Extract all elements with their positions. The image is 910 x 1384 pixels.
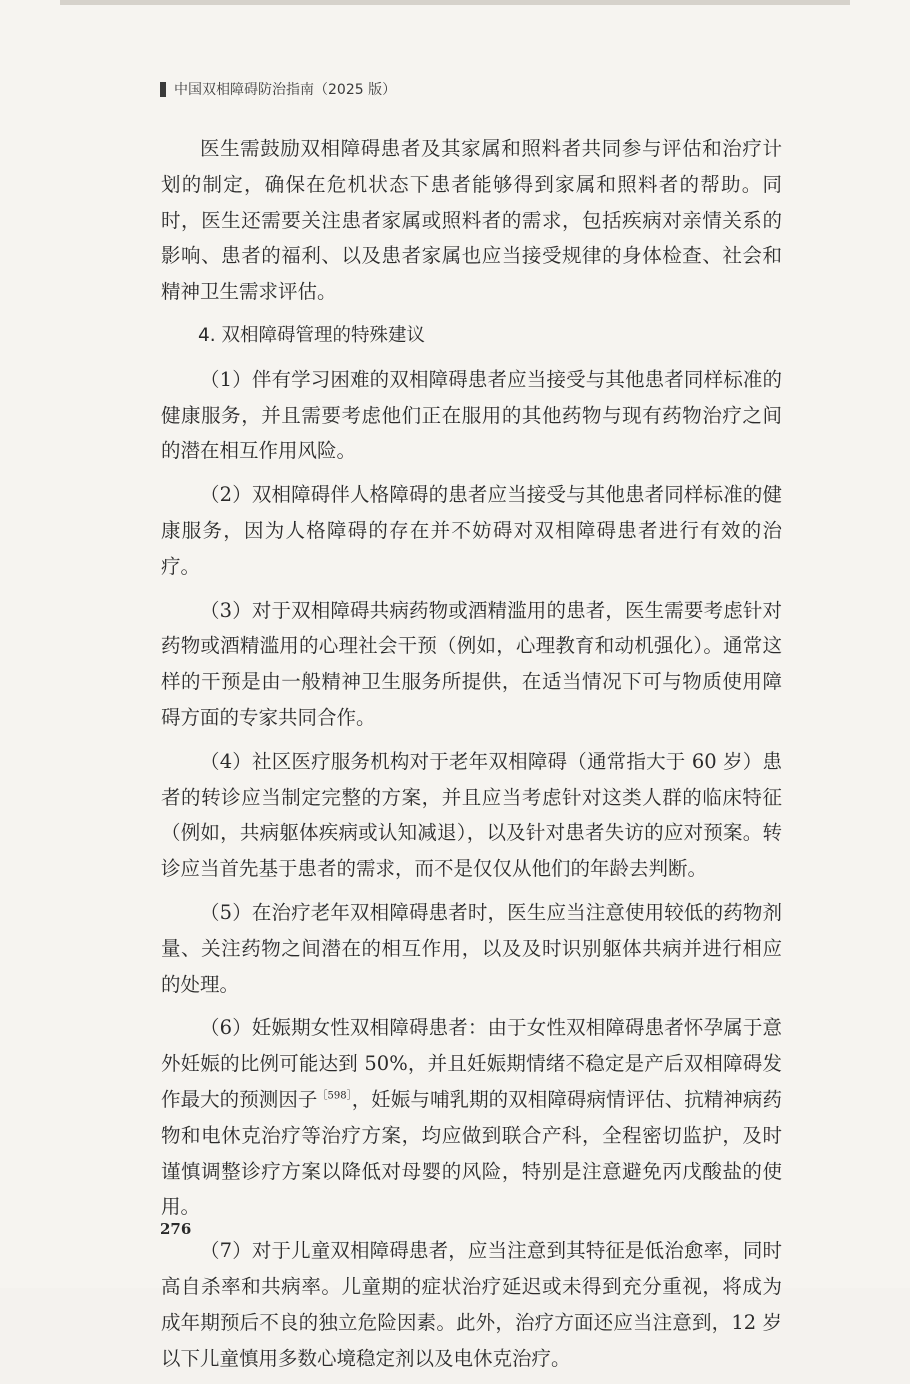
paragraph-item-3: （3）对于双相障碍共病药物或酒精滥用的患者，医生需要考虑针对药物或酒精滥用的心理社会干预（例如，心理教育和动机强化）。通常这样的干预是由一般精神卫生服务所提供，在适当情况下可与物质使用障碍方面的专家共同合作。: [161, 598, 782, 729]
paragraph-item-5: （5）在治疗老年双相障碍患者时，医生应当注意使用较低的药物剂量、关注药物之间潜在的相互作用，以及及时识别躯体共病并进行相应的处理。: [161, 900, 782, 996]
paragraph-item-7: （7）对于儿童双相障碍患者，应当注意到其特征是低治愈率，同时高自杀率和共病率。儿童期的症状治疗延迟或未得到充分重视，将成为成年期预后不良的独立危险因素。此外，治疗方面还应当注意到，12 岁以下儿童慎用多数心境稳定剂以及电休克治疗。: [161, 1239, 782, 1370]
page-top-edge: [60, 0, 850, 5]
paragraph-family-involvement: 医生需鼓励双相障碍患者及其家属和照料者共同参与评估和治疗计划的制定，确保在危机状态下患者能够得到家属和照料者的帮助。同时，医生还需要关注患者家属或照料者的需求，包括疾病对亲情关系的影响、患者的福利、以及患者家属也应当接受规律的身体检查、社会和精神卫生需求评估。: [161, 137, 782, 304]
page-number: 276: [160, 1220, 192, 1238]
page-body: [161, 131, 782, 1384]
citation-reference: ［598］: [317, 1090, 352, 1102]
paragraph-item-6: [161, 1010, 782, 1225]
paragraph-item-6-part-b: ，妊娠与哺乳期的双相障碍病情评估、抗精神病药物和电休克治疗等治疗方案，均应做到联合产科，全程密切监护，及时谨慎调整诊疗方案以降低对母婴的风险，特别是注意避免丙戊酸盐的使用。: [161, 1087, 782, 1219]
running-head: [160, 78, 396, 100]
section-heading: 4. 双相障碍管理的特殊建议: [198, 324, 426, 346]
paragraph-item-2: （2）双相障碍伴人格障碍的患者应当接受与其他患者同样标准的健康服务，因为人格障碍的存在并不妨碍对双相障碍患者进行有效的治疗。: [161, 483, 782, 578]
running-head-marker: [160, 82, 166, 97]
paragraph-item-4: （4）社区医疗服务机构对于老年双相障碍（通常指大于 60 岁）患者的转诊应当制定完整的方案，并且应当考虑针对这类人群的临床特征（例如，共病躯体疾病或认知减退），以及针对患者失访的应对预案。转诊应当首先基于患者的需求，而不是仅仅从他们的年龄去判断。: [161, 749, 782, 881]
paragraph-item-6-part-a: （6）妊娠期女性双相障碍患者：由于女性双相障碍患者怀孕属于意外妊娠的比例可能达到 50%，并且妊娠期情绪不稳定是产后双相障碍发作最大的预测因子: [161, 1016, 782, 1111]
running-head-title: 中国双相障碍防治指南（2025 版）: [174, 82, 397, 98]
paragraph-item-1: （1）伴有学习困难的双相障碍患者应当接受与其他患者同样标准的健康服务，并且需要考虑他们正在服用的其他药物与现有药物治疗之间的潜在相互作用风险。: [161, 367, 782, 463]
